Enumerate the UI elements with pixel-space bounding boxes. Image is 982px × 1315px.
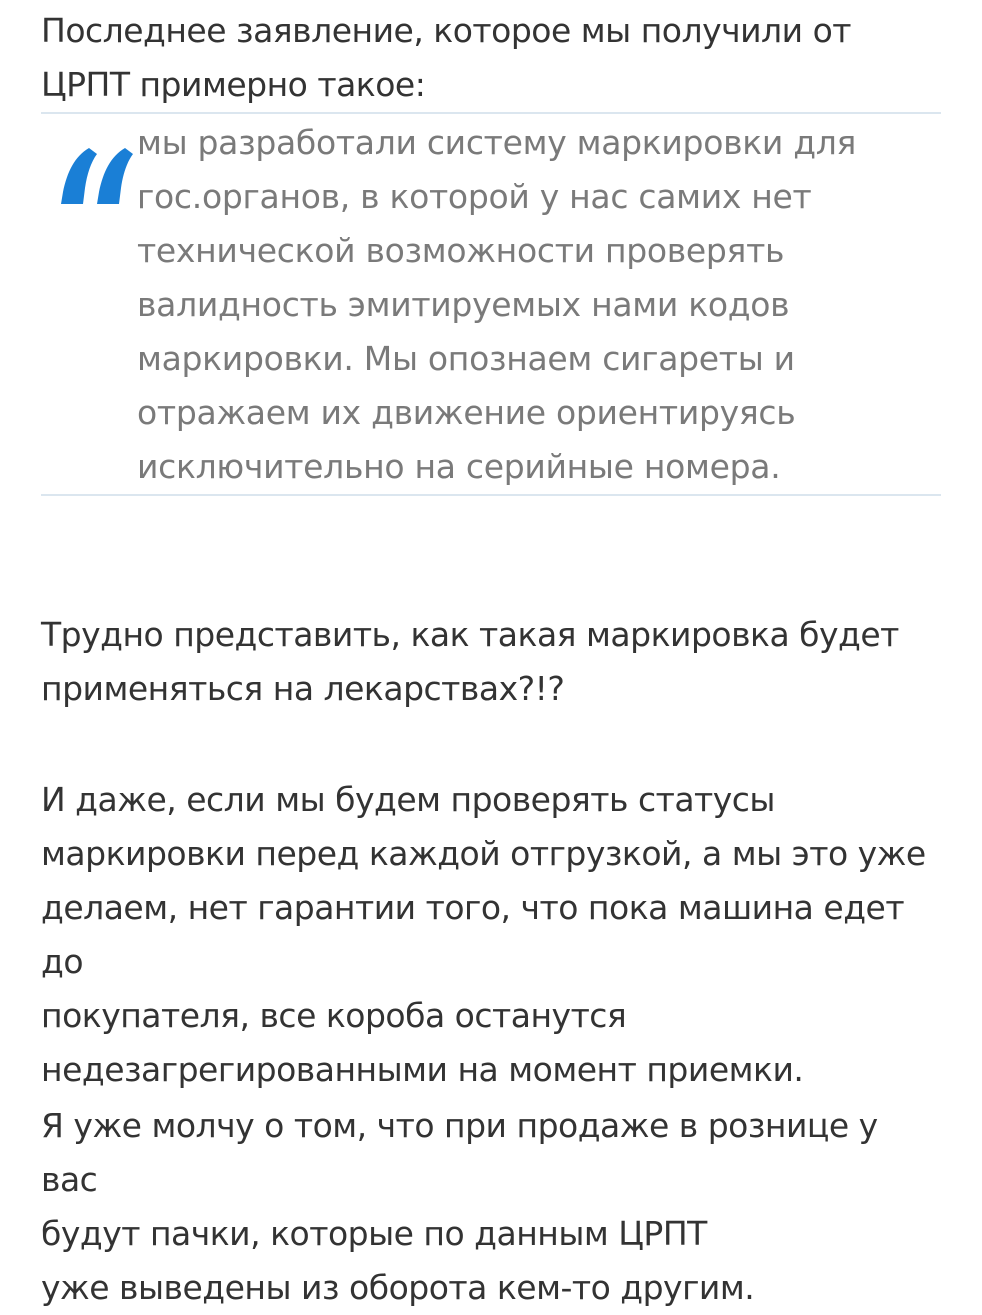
quote-icon [59,148,139,238]
blockquote [41,112,941,496]
paragraph-medicines: Трудно представить, как такая маркировка будет применяться на лекарствах?!? [41,615,899,708]
paragraph-shipment-status: И даже, если мы будем проверять статусы маркировки перед каждой отгрузкой, а мы это уже делаем, нет гарантии того, что пока машина едет до покупателя, все короба останутся недезагрегированными на момент приемки. [41,780,926,1089]
quote-text: мы разработали систему маркировки для гос.органов, в которой у нас самих нет технической возможности проверять валидность эмитируемых нами кодов маркировки. Мы опознаем сигареты и отражаем их движение ориентируясь исключительно на серийные номера. [137,123,857,486]
paragraph-retail: Я уже молчу о том, что при продаже в рознице у вас будут пачки, которые по данным ЦРПТ уже выведены из оборота кем-то другим. [41,1106,878,1307]
intro-paragraph: Последнее заявление, которое мы получили от ЦРПТ примерно такое: [41,11,851,104]
